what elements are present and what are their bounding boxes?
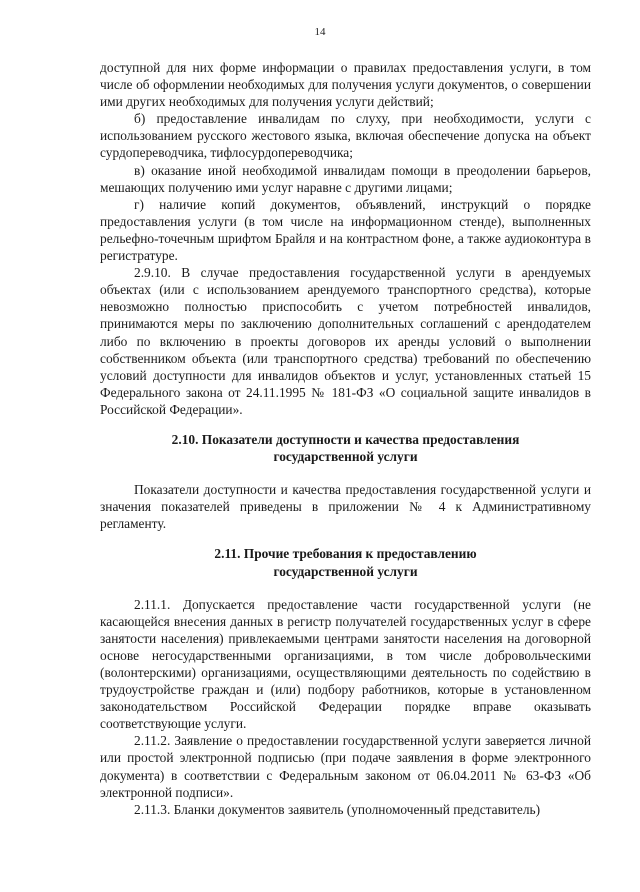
paragraph-2-9-10: 2.9.10. В случае предоставления государственной услуги в арендуемых объектах (или с использованием арендуемого транспортного средства), которые невозможно полностью приспособить с учетом потребностей инвалидов, принимаются меры по заключению дополнительных соглашений с арендодателем либо по включению в проекты договоров их аренды условий о выполнении собственником объекта (или транспортного средства) требований по обеспечению условий доступности для инвалидов объектов и услуг, установленных статьей 15 Федерального закона от 24.11.1995 № 181-ФЗ «О социальной защите инвалидов в Российской Федерации». — [100, 265, 591, 417]
spacer — [100, 532, 591, 545]
page-number: 14 — [314, 26, 326, 38]
paragraph-2-11-2: 2.11.2. Заявление о предоставлении государственной услуги заверяется личной или простой электронной подписью (при подаче заявления в форме электронного документа) в соответствии с Федеральным законом от 06.04.2011 № 63-ФЗ «Об электронной подписи». — [100, 733, 591, 800]
section-heading-2-11-line2: государственной услуги — [273, 563, 418, 579]
paragraph-2-11-3: 2.11.3. Бланки документов заявитель (уполномоченный представитель) — [134, 801, 541, 817]
paragraph-item-v: в) оказание иной необходимой инвалидам помощи в преодолении барьеров, мешающих получению ими услуг наравне с другими лицами; — [100, 162, 591, 195]
paragraph-2-11-1: 2.11.1. Допускается предоставление части государственной услуги (не касающейся внесения данных в регистр получателей государственных услуг в сфере занятости населения) привлекаемыми центрами занятости населения на договорной основе негосударственными организациями, в том числе добровольческими (волонтерскими) организациями, осуществляющими деятельность по содействию в трудоустройстве граждан и (или) подбору работников, которые в установленном законодательством Российской Федерации порядке вправе оказывать соответствующие услуги. — [100, 596, 591, 732]
section-heading-2-10 — [100, 431, 591, 465]
spacer — [100, 580, 591, 596]
paragraph-accessible-info: доступной для них форме информации о правилах предоставления услуги, в том числе об оформлении необходимых для получения услуги документов, о совершении ими других необходимых для получения услуги действий; — [100, 60, 591, 110]
paragraph-item-g: г) наличие копий документов, объявлений, инструкций о порядке предоставления услуги (в том числе на информационном стенде), выполненных рельефно-точечным шрифтом Брайля и на контрастном фоне, а также аудиоконтура в регистратуре. — [100, 196, 591, 264]
spacer — [100, 418, 591, 431]
document-body — [100, 59, 591, 818]
paragraph-2-10-body: Показатели доступности и качества предоставления государственной услуги и значения показателей приведены в приложении № 4 к Административному регламенту. — [100, 482, 591, 532]
spacer — [100, 465, 591, 481]
section-heading-2-10-line1: 2.10. Показатели доступности и качества предоставления — [171, 431, 520, 447]
section-heading-2-11-line1: 2.11. Прочие требования к предоставлению — [214, 546, 477, 562]
section-heading-2-10-line2: государственной услуги — [273, 449, 418, 465]
section-heading-2-11 — [100, 545, 591, 579]
paragraph-item-b: б) предоставление инвалидам по слуху, при необходимости, услуги с использованием русского жестового языка, включая обеспечение допуска на объект сурдопереводчика, тифлосурдопереводчика; — [100, 111, 591, 161]
